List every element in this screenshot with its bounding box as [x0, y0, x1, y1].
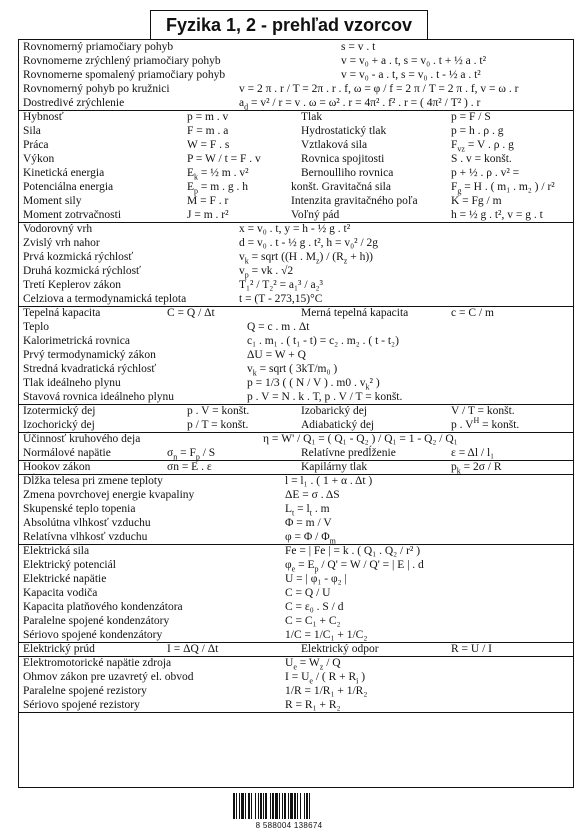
- formula-name: Sériovo spojené rezistory: [23, 699, 140, 711]
- formula: $I = U_e$ / ( $R + R_i$ ): [285, 671, 366, 686]
- formula-name: Dostredivé zrýchlenie: [23, 97, 125, 109]
- formula-name: Rovnomerne spomalený priamočiary pohyb: [23, 69, 226, 81]
- formula: l = l₁ . ( 1 + α . Δt ): [285, 475, 373, 487]
- formula-name: Rovnomerne zrýchlený priamočiary pohyb: [23, 55, 221, 67]
- formula: $v_k$ = sqrt ((H . $M_z) / (R_z + h)$): [239, 251, 373, 266]
- formula: $F_g = H$ . ( m₁ . m₂ ) / r²: [451, 181, 555, 196]
- barcode-bar: [272, 793, 274, 819]
- formula: t = (T - 273,15)°C: [239, 293, 323, 305]
- barcode-bar: [300, 793, 301, 819]
- barcode-bar: [282, 793, 283, 819]
- formula-name: Potenciálna energia: [23, 181, 114, 193]
- formula: 1/R = 1/R₁ + 1/R₂: [285, 685, 368, 697]
- formula: p + ½ . ρ . v² =: [451, 167, 520, 179]
- formula: C = ε₀ . S / d: [285, 601, 344, 613]
- formula: V / T = konšt.: [451, 405, 515, 417]
- formula: ΔU = W + Q: [247, 349, 306, 361]
- formula: $p_k = 2\sigma / R$: [451, 461, 502, 476]
- formula: c₁ . m₁ . ( t₁ - t) = c₂ . m₂ . ( t - t₂): [247, 335, 399, 347]
- barcode-bar: [297, 793, 298, 819]
- formula: $a_d = v^2 / r = v$ . ω = ω² . r = 4π² . f² . r = ( 4π² / T² ) . r: [239, 97, 481, 112]
- formula-name: Tlak: [301, 111, 323, 123]
- formula: d = v₀ . t - ½ g . t², h = v₀² / 2g: [239, 237, 379, 249]
- row-divider: [19, 404, 573, 405]
- formula-name: Merná tepelná kapacita: [301, 307, 409, 319]
- formula-name: Hookov zákon: [23, 461, 91, 473]
- formula-name: Skupenské teplo topenia: [23, 503, 136, 515]
- barcode-bar: [251, 793, 252, 819]
- formula: p . V = N . k . T, p . V / T = konšt.: [247, 391, 403, 403]
- barcode-bar: [255, 793, 256, 819]
- formula-name: Účinnosť kruhového deja: [23, 433, 141, 445]
- formula: ΔE = σ . ΔS: [285, 489, 340, 501]
- formula-name: Kalorimetrická rovnica: [23, 335, 130, 347]
- formula: 1/C = 1/C₁ + 1/C₂: [285, 629, 368, 641]
- formula: v = 2 π . r / T = 2π . r . f, ω = φ / f = 2 π / T = 2 π . f, v = ω . r: [239, 83, 519, 95]
- formula: p = m . v: [187, 111, 229, 123]
- formula: $L_t = l_t$ . m: [285, 503, 330, 518]
- formula-name: Sila: [23, 125, 41, 137]
- formula: F = m . a: [187, 125, 229, 137]
- formula-name: Hybnosť: [23, 111, 64, 123]
- formula: K = Fg / m: [451, 195, 502, 207]
- formula-name: Zvislý vrh nahor: [23, 237, 100, 249]
- formula-name: Vodorovný vrh: [23, 223, 93, 235]
- formula: Q = c . m . Δt: [247, 321, 310, 333]
- formula-name: Izobarický dej: [301, 405, 368, 417]
- formula-name: Celziova a termodynamická teplota: [23, 293, 187, 305]
- formula: M = F . r: [187, 195, 229, 207]
- barcode-bar: [279, 793, 280, 819]
- formula: c = C / m: [451, 307, 494, 319]
- row-divider: [19, 460, 573, 461]
- formula-name: Teplo: [23, 321, 50, 333]
- formula-name: Rovnica spojitosti: [301, 153, 385, 165]
- formula: C = Q / Δt: [167, 307, 215, 319]
- barcode-bar: [265, 793, 267, 819]
- formula: p . V = konšt.: [187, 405, 250, 417]
- formula: $E_k$ = ½ m . v²: [187, 167, 249, 182]
- formula: Fe = | Fe | = k . ( Q₁ . Q₂ / r² ): [285, 545, 421, 557]
- barcode-bar: [248, 793, 250, 819]
- formula: $v_k$ = sqrt ( 3kT/m₀ ): [247, 363, 338, 378]
- formula-name: Elektrický odpor: [301, 643, 379, 655]
- barcode-bar: [241, 793, 244, 819]
- formula-name: Izochorický dej: [23, 419, 95, 431]
- barcode-bar: [290, 793, 293, 819]
- formula-name: Absolútna vlhkosť vzduchu: [23, 517, 151, 529]
- barcode-bar: [260, 793, 262, 819]
- formula: v = v₀ + a . t, s = v₀ . t + ½ a . t²: [341, 55, 487, 67]
- formula-name: Normálové napätie: [23, 447, 111, 459]
- formula-name: Relatívna vlhkosť vzduchu: [23, 531, 148, 543]
- formula: P = W / t = F . v: [187, 153, 261, 165]
- formula-table: [18, 39, 574, 788]
- formula: $\varphi_e = E_p / Q' = W / Q'$ = | E | . d: [285, 559, 424, 574]
- barcode: [232, 793, 346, 819]
- formula-name: Moment zotrvačnosti: [23, 209, 122, 221]
- formula-name: Hydrostatický tlak: [301, 125, 387, 137]
- formula-name: Stredná kvadratická rýchlosť: [23, 363, 157, 375]
- formula-name: Zmena povrchovej energie kvapaliny: [23, 489, 195, 501]
- formula-name: Ohmov zákon pre uzavretý el. obvod: [23, 671, 194, 683]
- formula: v = v₀ - a . t, s = v₀ . t - ½ a . t²: [341, 69, 481, 81]
- formula-name: Izotermický dej: [23, 405, 96, 417]
- formula: I = ΔQ / Δt: [167, 643, 219, 655]
- formula: p = F / S: [451, 111, 491, 123]
- formula-name: Kinetická energia: [23, 167, 105, 179]
- formula: σn = E . ε: [167, 461, 212, 473]
- formula-name: Druhá kozmická rýchlosť: [23, 265, 141, 277]
- row-divider: [19, 656, 573, 657]
- formula-name: Kapacita vodiča: [23, 587, 98, 599]
- formula: T₁² / T₂² = a₁³ / a₂³: [239, 279, 324, 291]
- formula-name: Tlak ideálneho plynu: [23, 377, 121, 389]
- barcode-bar: [306, 793, 308, 819]
- barcode-bar: [233, 793, 235, 819]
- formula: x = v₀ . t, y = h - ½ g . t²: [239, 223, 351, 235]
- formula: p / T = konšt.: [187, 419, 249, 431]
- barcode-bar: [284, 793, 286, 819]
- barcode-bar: [239, 793, 240, 819]
- formula: C = C₁ + C₂: [285, 615, 341, 627]
- row-divider: [19, 712, 573, 713]
- formula-name: Kapilárny tlak: [301, 461, 368, 473]
- formula: s = v . t: [341, 41, 376, 53]
- row-divider: [19, 222, 573, 223]
- formula-name: Intenzita gravitačného poľa: [291, 195, 418, 207]
- formula-name: Sériovo spojené kondenzátory: [23, 629, 163, 641]
- formula-name: Moment sily: [23, 195, 82, 207]
- formula: W = F . s: [187, 139, 230, 151]
- formula-name: Prvá kozmická rýchlosť: [23, 251, 134, 263]
- formula-name: Elektrické napätie: [23, 573, 107, 585]
- formula: J = m . r²: [187, 209, 229, 221]
- formula: $U_e = W_z / Q$: [285, 657, 341, 672]
- formula-name: Elektrický potenciál: [23, 559, 116, 571]
- barcode-bar: [309, 793, 310, 819]
- row-divider: [19, 110, 573, 111]
- row-divider: [19, 474, 573, 475]
- formula-name: Rovnomerný priamočiary pohyb: [23, 41, 174, 53]
- formula-name: Kapacita platňového kondenzátora: [23, 601, 183, 613]
- formula-name: Prvý termodynamický zákon: [23, 349, 156, 361]
- formula-name: Paralelne spojené rezistory: [23, 685, 147, 697]
- barcode-bar: [294, 793, 296, 819]
- formula: S . v = konšt.: [451, 153, 512, 165]
- formula-name: Voľný pád: [291, 209, 340, 221]
- formula: η = W' / Q₁ = ( Q₁ - Q₂ ) / Q₁ = 1 - Q₂ / Q₁: [263, 433, 458, 445]
- formula: C = Q / U: [285, 587, 331, 599]
- formula: R = R₁ + R₂: [285, 699, 341, 711]
- formula: p = h . ρ . g: [451, 125, 504, 137]
- formula-name: Tretí Keplerov zákon: [23, 279, 121, 291]
- formula-name: konšt. Gravitačná sila: [291, 181, 391, 193]
- formula-name: Elektrický prúd: [23, 643, 95, 655]
- formula-name: Bernoulliho rovnica: [301, 167, 394, 179]
- row-divider: [19, 544, 573, 545]
- formula-name: Paralelne spojené kondenzátory: [23, 615, 170, 627]
- formula: $F_{vz} = V$ . ρ . g: [451, 139, 514, 154]
- formula-name: Elektromotorické napätie zdroja: [23, 657, 172, 669]
- formula: U = | φ₁ - φ₂ |: [285, 573, 347, 585]
- barcode-bar: [270, 793, 271, 819]
- formula-name: Rovnomerný pohyb po kružnici: [23, 83, 170, 95]
- formula-name: Práca: [23, 139, 49, 151]
- barcode-bar: [245, 793, 246, 819]
- formula-name: Vztlaková sila: [301, 139, 368, 151]
- formula: $v_p$ = vk . √2: [239, 265, 294, 280]
- formula-name: Elektrická sila: [23, 545, 90, 557]
- row-divider: [19, 642, 573, 643]
- formula: Φ = m / V: [285, 517, 332, 529]
- formula: $E_p = m$ . g . h: [187, 181, 248, 196]
- formula-name: Dĺžka telesa pri zmene teploty: [23, 475, 163, 487]
- formula-name: Výkon: [23, 153, 55, 165]
- formula-name: Tepelná kapacita: [23, 307, 101, 319]
- row-divider: [19, 306, 573, 307]
- formula: ε = Δl / l₁: [451, 447, 495, 459]
- formula: h = ½ g . t², v = g . t: [451, 209, 543, 221]
- formula: p . $V^H$ = konšt.: [451, 416, 520, 431]
- barcode-number: 8 588004 138674: [255, 821, 323, 830]
- barcode-bar: [288, 793, 289, 819]
- formula: $\sigma_n = F_p / S$: [167, 447, 216, 462]
- barcode-bar: [304, 793, 305, 819]
- formula: $\varphi = \Phi / \Phi_m$: [285, 531, 336, 546]
- barcode-bar: [263, 793, 264, 819]
- formula: R = U / I: [451, 643, 492, 655]
- row-divider: [19, 432, 573, 433]
- barcode-bar: [236, 793, 237, 819]
- formula-name: Adiabatický dej: [301, 419, 375, 431]
- formula: p = 1/3 ( ( N / V ) . m0 . $v_k^2$ ): [247, 377, 380, 392]
- formula-name: Relatívne predĺženie: [301, 447, 396, 459]
- barcode-bar: [258, 793, 259, 819]
- formula-name: Stavová rovnica ideálneho plynu: [23, 391, 175, 403]
- barcode-bar: [275, 793, 278, 819]
- page-title: Fyzika 1, 2 - prehľad vzorcov: [150, 10, 428, 40]
